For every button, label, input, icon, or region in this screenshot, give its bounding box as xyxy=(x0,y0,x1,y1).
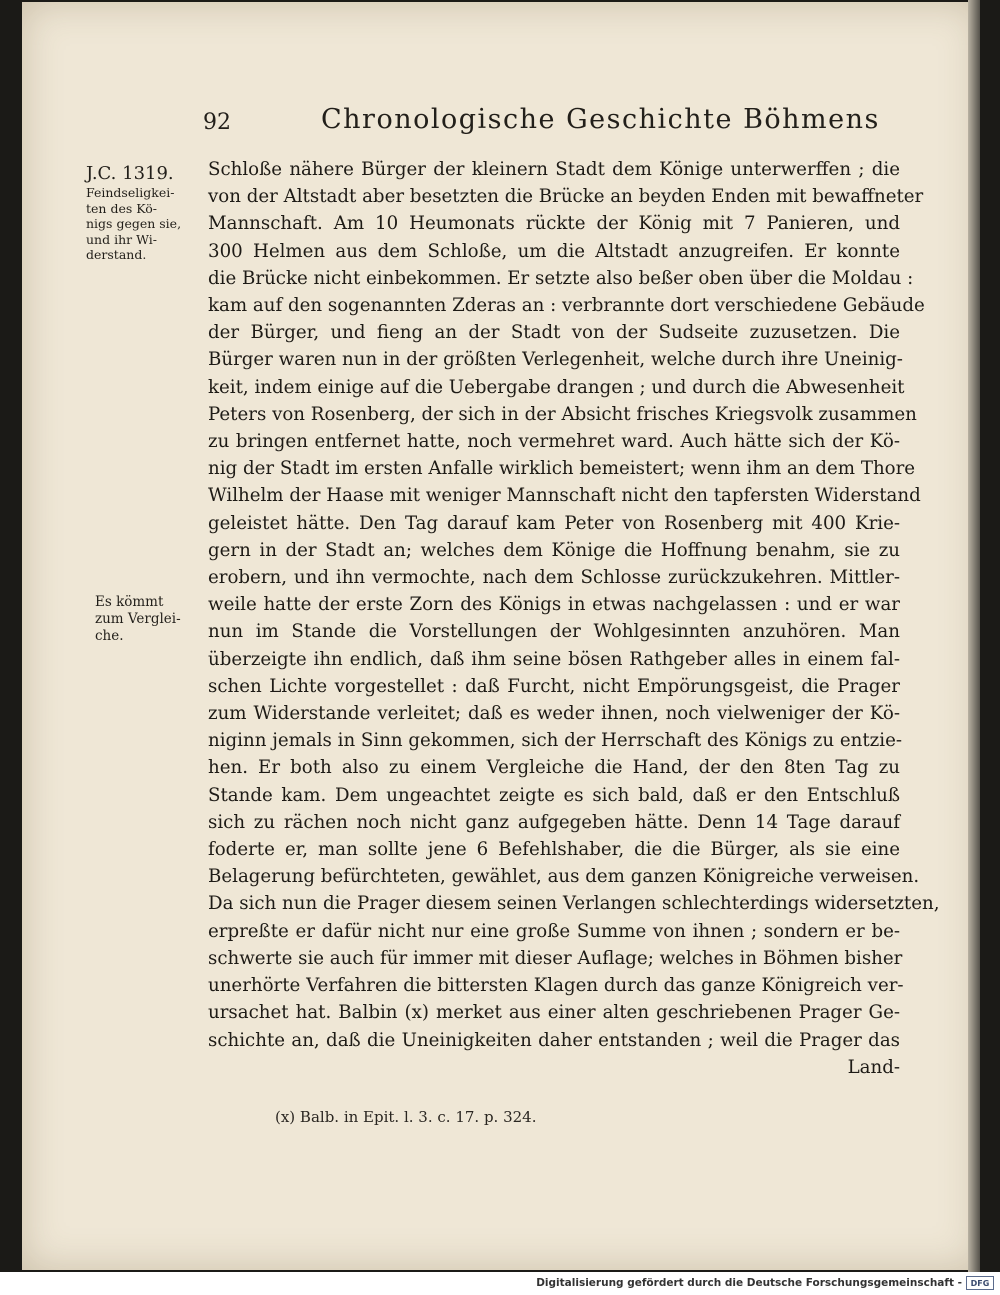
text-line: erpreßte er dafür nicht nur eine große Summe von ihnen ; sondern er be- xyxy=(208,920,900,942)
page-edge xyxy=(968,0,980,1272)
text-line: Stande kam. Dem ungeachtet zeigte es sich bald, daß er den Entschluß xyxy=(208,784,900,806)
text-line: Peters von Rosenberg, der sich in der Absicht frisches Kriegsvolk zusammen xyxy=(208,403,917,425)
text-line: Land- xyxy=(847,1056,900,1078)
text-line: gern in der Stadt an; welches dem Könige die Hoffnung benahm, sie zu xyxy=(208,539,900,561)
text-line: geleistet hätte. Den Tag darauf kam Peter von Rosenberg mit 400 Krie- xyxy=(208,512,900,534)
text-line: der Bürger, und fieng an der Stadt von der Sudseite zuzusetzen. Die xyxy=(208,322,900,344)
text-line: sich zu rächen noch nicht ganz aufgegeben hätte. Denn 14 Tage darauf xyxy=(208,811,900,833)
text-line: Da sich nun die Prager diesem seinen Verlangen schlechterdings widersetzten, xyxy=(208,893,940,915)
digitization-credit: Digitalisierung gefördert durch die Deutsche Forschungsgemeinschaft - xyxy=(536,1277,962,1289)
text-line: von der Altstadt aber besetzten die Brücke an beyden Enden mit bewaffneter xyxy=(208,186,924,208)
text-line: nun im Stande die Vorstellungen der Wohlgesinnten anzuhören. Man xyxy=(208,621,900,643)
margin-note-vergleich: Es kömmt zum Verglei- che. xyxy=(95,594,181,644)
text-line: weile hatte der erste Zorn des Königs in etwas nachgelassen : und er war xyxy=(208,594,900,616)
text-line: ursachet hat. Balbin (x) merket aus einer alten geschriebenen Prager Ge- xyxy=(208,1002,900,1024)
text-line: 300 Helmen aus dem Schloße, um die Altstadt anzugreifen. Er konnte xyxy=(208,240,900,262)
text-line: Mannschaft. Am 10 Heumonats rückte der König mit 7 Panieren, und xyxy=(208,213,900,235)
margin-note-feindseligkeiten xyxy=(86,163,198,263)
margin-note-year: J.C. 1319. xyxy=(86,163,174,184)
margin-note-text: Feindseligkei- ten des Kö- nigs gegen sie, und ihr Wi- derstand. xyxy=(86,185,182,262)
text-line: schwerte sie auch für immer mit dieser Auflage; welches in Böhmen bisher xyxy=(208,947,903,969)
text-line: Belagerung befürchteten, gewählet, aus dem ganzen Königreiche verweisen. xyxy=(208,866,920,888)
body-text xyxy=(208,156,940,1081)
text-line: unerhörte Verfahren die bittersten Klagen durch das ganze Königreich ver- xyxy=(208,975,904,997)
text-line: foderte er, man sollte jene 6 Befehlshaber, die die Bürger, als sie eine xyxy=(208,839,900,861)
footnote: (x) Balb. in Epit. l. 3. c. 17. p. 324. xyxy=(275,1108,537,1126)
text-line: schichte an, daß die Uneinigkeiten daher entstanden ; weil die Prager das xyxy=(208,1029,900,1051)
text-line: hen. Er both also zu einem Vergleiche die Hand, der den 8ten Tag zu xyxy=(208,757,900,779)
dfg-logo: DFG xyxy=(966,1276,994,1290)
text-line: zum Widerstande verleitet; daß es weder ihnen, noch vielweniger der Kö- xyxy=(208,703,900,725)
text-line: schen Lichte vorgestellet : daß Furcht, nicht Empörungsgeist, die Prager xyxy=(208,675,900,697)
text-line: Bürger waren nun in der größten Verlegenheit, welche durch ihre Uneinig- xyxy=(208,349,903,371)
text-line: erobern, und ihn vermochte, nach dem Schlosse zurückzukehren. Mittler- xyxy=(208,567,900,589)
text-line: die Brücke nicht einbekommen. Er setzte also beßer oben über die Moldau : xyxy=(208,267,914,289)
text-line: zu bringen entfernet hatte, noch vermehret ward. Auch hätte sich der Kö- xyxy=(208,431,900,453)
running-title: Chronologische Geschichte Böhmens xyxy=(321,104,880,135)
page-header xyxy=(203,104,893,144)
text-line: kam auf den sogenannten Zderas an : verbrannte dort verschiedene Gebäude xyxy=(208,295,925,317)
text-line: keit, indem einige auf die Uebergabe drangen ; und durch die Abwesenheit xyxy=(208,376,905,398)
text-line: Wilhelm der Haase mit weniger Mannschaft nicht den tapfersten Widerstand xyxy=(208,485,921,507)
text-line: nig der Stadt im ersten Anfalle wirklich bemeistert; wenn ihm an dem Thore xyxy=(208,458,916,480)
text-line: Schloße nähere Bürger der kleinern Stadt dem Könige unterwerffen ; die xyxy=(208,159,900,180)
text-line: niginn jemals in Sinn gekommen, sich der Herrschaft des Königs zu entzie- xyxy=(208,730,902,752)
text-line: überzeigte ihn endlich, daß ihm seine bösen Rathgeber alles in einem fal- xyxy=(208,648,900,670)
page-number: 92 xyxy=(203,110,231,135)
